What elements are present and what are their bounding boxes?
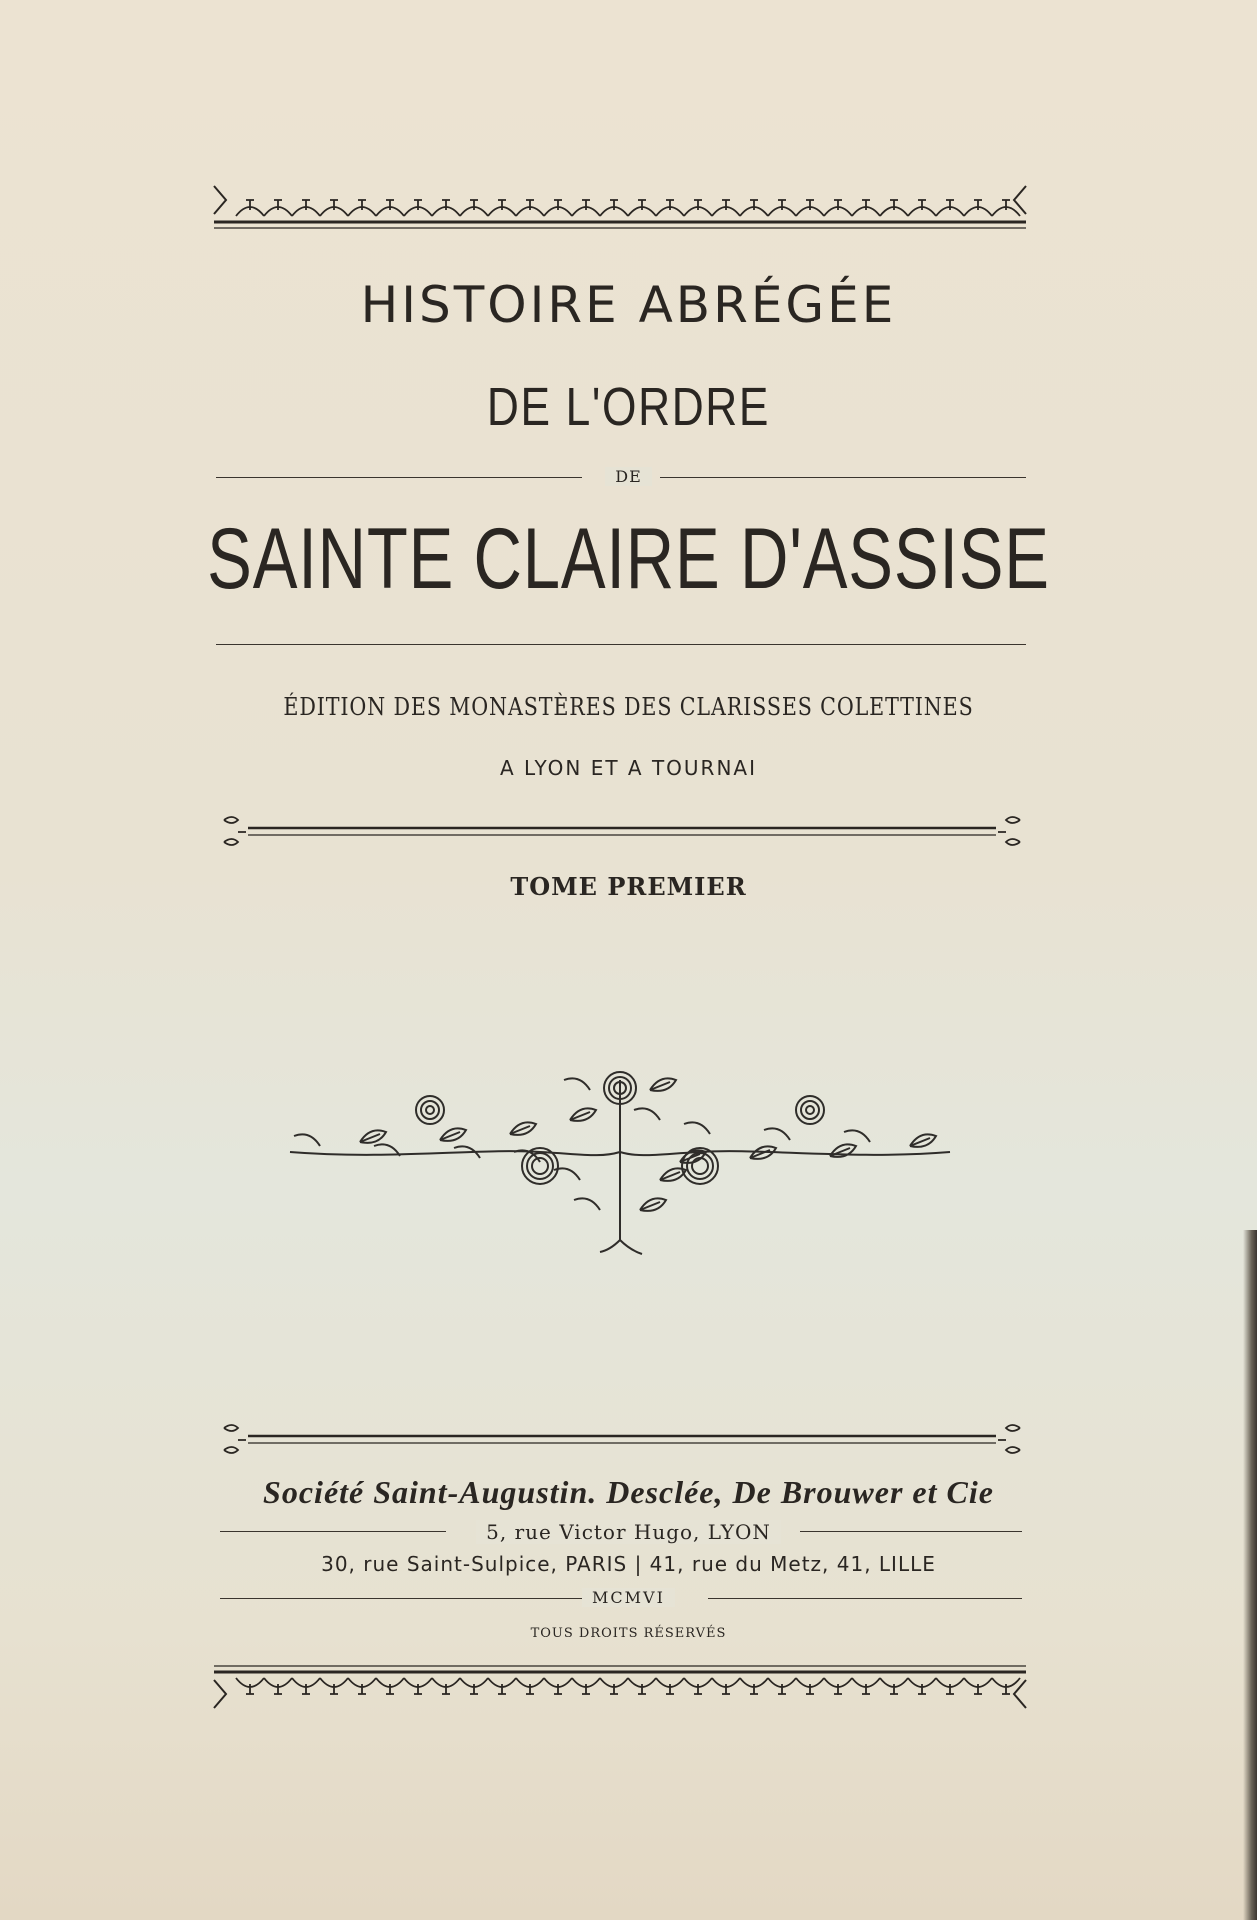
edition-line-1: ÉDITION DES MONASTÈRES DES CLARISSES COLETTINES — [283, 693, 974, 721]
title-connector — [0, 467, 1257, 486]
year-text: MCMVI — [582, 1588, 675, 1607]
publisher-address-lyon — [0, 1520, 1257, 1544]
rights-notice: TOUS DROITS RÉSERVÉS — [530, 1626, 727, 1641]
floral-vignette-icon — [280, 1060, 960, 1260]
bottom-border-ornament-icon — [214, 1664, 1026, 1712]
title-line-3: SAINTE CLAIRE D'ASSISE — [207, 511, 1050, 607]
volume-label: TOME PREMIER — [510, 872, 747, 901]
edition-line-2: A LYON ET A TOURNAI — [500, 756, 757, 780]
title-underline — [216, 644, 1026, 645]
title-line-2: DE L'ORDRE — [486, 377, 771, 437]
publisher-address-paris-lille: 30, rue Saint-Sulpice, PARIS | 41, rue du Metz, 41, LILLE — [321, 1552, 936, 1576]
address-lyon-text: 5, rue Victor Hugo, LYON — [476, 1520, 781, 1544]
publication-year — [0, 1588, 1257, 1607]
title-line-1: HISTOIRE ABRÉGÉE — [360, 276, 897, 334]
connector-text: DE — [605, 467, 652, 486]
publisher-name: Société Saint-Augustin. Desclée, De Brouwer et Cie — [263, 1474, 994, 1510]
top-border-ornament-icon — [214, 182, 1026, 230]
divider-flourish-icon — [220, 1420, 1024, 1460]
divider-flourish-icon — [220, 812, 1024, 852]
